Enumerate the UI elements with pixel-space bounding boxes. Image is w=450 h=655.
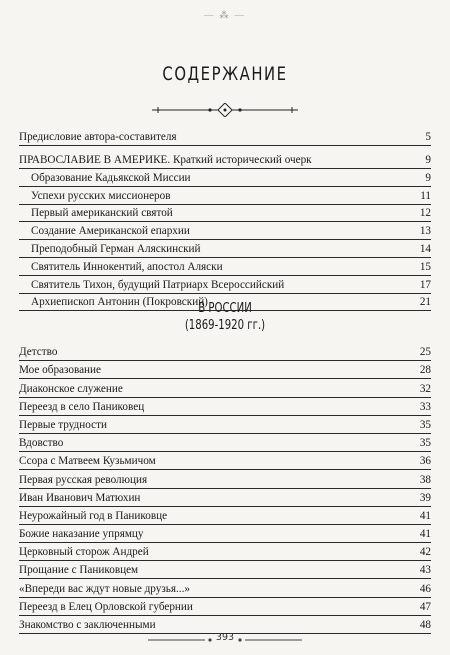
toc-entry-page: 14 (419, 242, 431, 255)
toc-entry-page: 21 (419, 296, 431, 309)
contents-list-america (19, 126, 431, 311)
toc-entry (19, 525, 431, 543)
toc-entry-page: 25 (419, 346, 431, 359)
toc-entry-page: 17 (419, 278, 431, 291)
toc-entry (19, 187, 431, 205)
toc-entry-title: Первые трудности (19, 418, 107, 431)
toc-entry (19, 598, 431, 616)
toc-entry-title: Святитель Иннокентий, апостол Аляски (31, 260, 223, 273)
toc-entry-page: 9 (425, 154, 431, 166)
toc-entry (19, 240, 431, 258)
toc-entry (19, 126, 431, 146)
toc-entry-page: 48 (419, 619, 431, 631)
toc-entry-title: Знакомство с заключенными (19, 619, 156, 631)
toc-entry-title: Предисловие автора-составителя (19, 131, 177, 143)
toc-entry-page: 43 (419, 564, 431, 577)
toc-entry-title: Церковный сторож Андрей (19, 546, 149, 559)
running-head-ornament: — ⁂ — (204, 10, 246, 20)
toc-entry-title: Мое образование (19, 364, 101, 377)
toc-entry-title: Прощание с Паниковцем (19, 564, 139, 577)
toc-entry (19, 398, 431, 416)
section-heading: В РОССИИ (198, 301, 252, 316)
toc-entry-title: Первая русская революция (19, 473, 148, 486)
toc-entry-page: 47 (419, 600, 431, 613)
toc-entry (19, 579, 431, 597)
toc-entry (19, 543, 431, 561)
toc-entry (19, 416, 431, 434)
toc-entry-title: Архиепископ Антонин (Покровский) (31, 296, 208, 309)
toc-entry-page: 28 (419, 364, 431, 377)
toc-entry-page: 5 (425, 131, 431, 143)
toc-entry-page: 35 (419, 418, 431, 431)
ornamental-divider (150, 103, 300, 117)
toc-entry (19, 434, 431, 452)
toc-entry (19, 470, 431, 488)
toc-entry-page: 13 (419, 225, 431, 238)
toc-entry (19, 276, 431, 294)
page-number: 393 (215, 632, 235, 643)
toc-entry (19, 169, 431, 187)
toc-entry-page: 9 (425, 171, 431, 184)
toc-entry-title: Диаконское служение (19, 382, 123, 395)
toc-entry (19, 205, 431, 223)
toc-entry-page: 35 (419, 437, 431, 450)
toc-entry-title: Создание Американской епархии (31, 225, 190, 238)
toc-entry-title: Вдовство (19, 437, 64, 450)
toc-entry-title: Божие наказание упрямцу (19, 528, 144, 541)
toc-entry-page: 33 (419, 400, 431, 413)
toc-entry-title: «Впереди вас ждут новые друзья...» (19, 582, 190, 595)
toc-entry-page: 32 (419, 382, 431, 395)
toc-entry (19, 222, 431, 240)
toc-entry-title: Иван Иванович Матюхин (19, 491, 141, 504)
toc-entry-page: 11 (420, 189, 431, 202)
toc-entry-page: 36 (419, 455, 431, 468)
toc-entry-title: Переезд в Елец Орловской губернии (19, 600, 193, 613)
toc-entry-page: 42 (419, 546, 431, 559)
toc-entry-title: Успехи русских миссионеров (31, 189, 171, 202)
toc-entry-title: Первый американский святой (31, 207, 173, 220)
toc-entry (19, 258, 431, 276)
toc-entry-page: 38 (419, 473, 431, 486)
page-title: СОДЕРЖАНИЕ (162, 63, 288, 85)
toc-entry-page: 39 (419, 491, 431, 504)
toc-entry-page: 15 (419, 260, 431, 273)
toc-entry-title: ПРАВОСЛАВИЕ В АМЕРИКЕ. Краткий исторический очерк (19, 154, 312, 166)
toc-entry-page: 41 (419, 528, 431, 541)
toc-entry-title: Неурожайный год в Паниковце (19, 509, 168, 522)
toc-entry (19, 379, 431, 397)
toc-entry (19, 146, 431, 169)
page-footer (140, 633, 310, 647)
section-subheading: (1869-1920 гг.) (184, 318, 266, 333)
toc-entry-page: 12 (419, 207, 431, 220)
toc-entry-title: Преподобный Герман Аляскинский (31, 242, 201, 255)
toc-entry-title: Переезд в село Паниковец (19, 400, 145, 413)
toc-entry (19, 561, 431, 579)
toc-entry (19, 452, 431, 470)
toc-entry-title: Святитель Тихон, будущий Патриарх Всероссийский (31, 278, 285, 291)
toc-entry (19, 489, 431, 507)
toc-entry-title: Ссора с Матвеем Кузьмичом (19, 455, 156, 468)
toc-entry (19, 343, 431, 361)
toc-entry (19, 507, 431, 525)
toc-entry-page: 41 (419, 509, 431, 522)
toc-entry (19, 361, 431, 379)
toc-entry-page: 46 (419, 582, 431, 595)
toc-entry-title: Образование Кадьякской Миссии (31, 171, 191, 184)
contents-list-russia (19, 343, 431, 634)
toc-entry-title: Детство (19, 346, 58, 359)
